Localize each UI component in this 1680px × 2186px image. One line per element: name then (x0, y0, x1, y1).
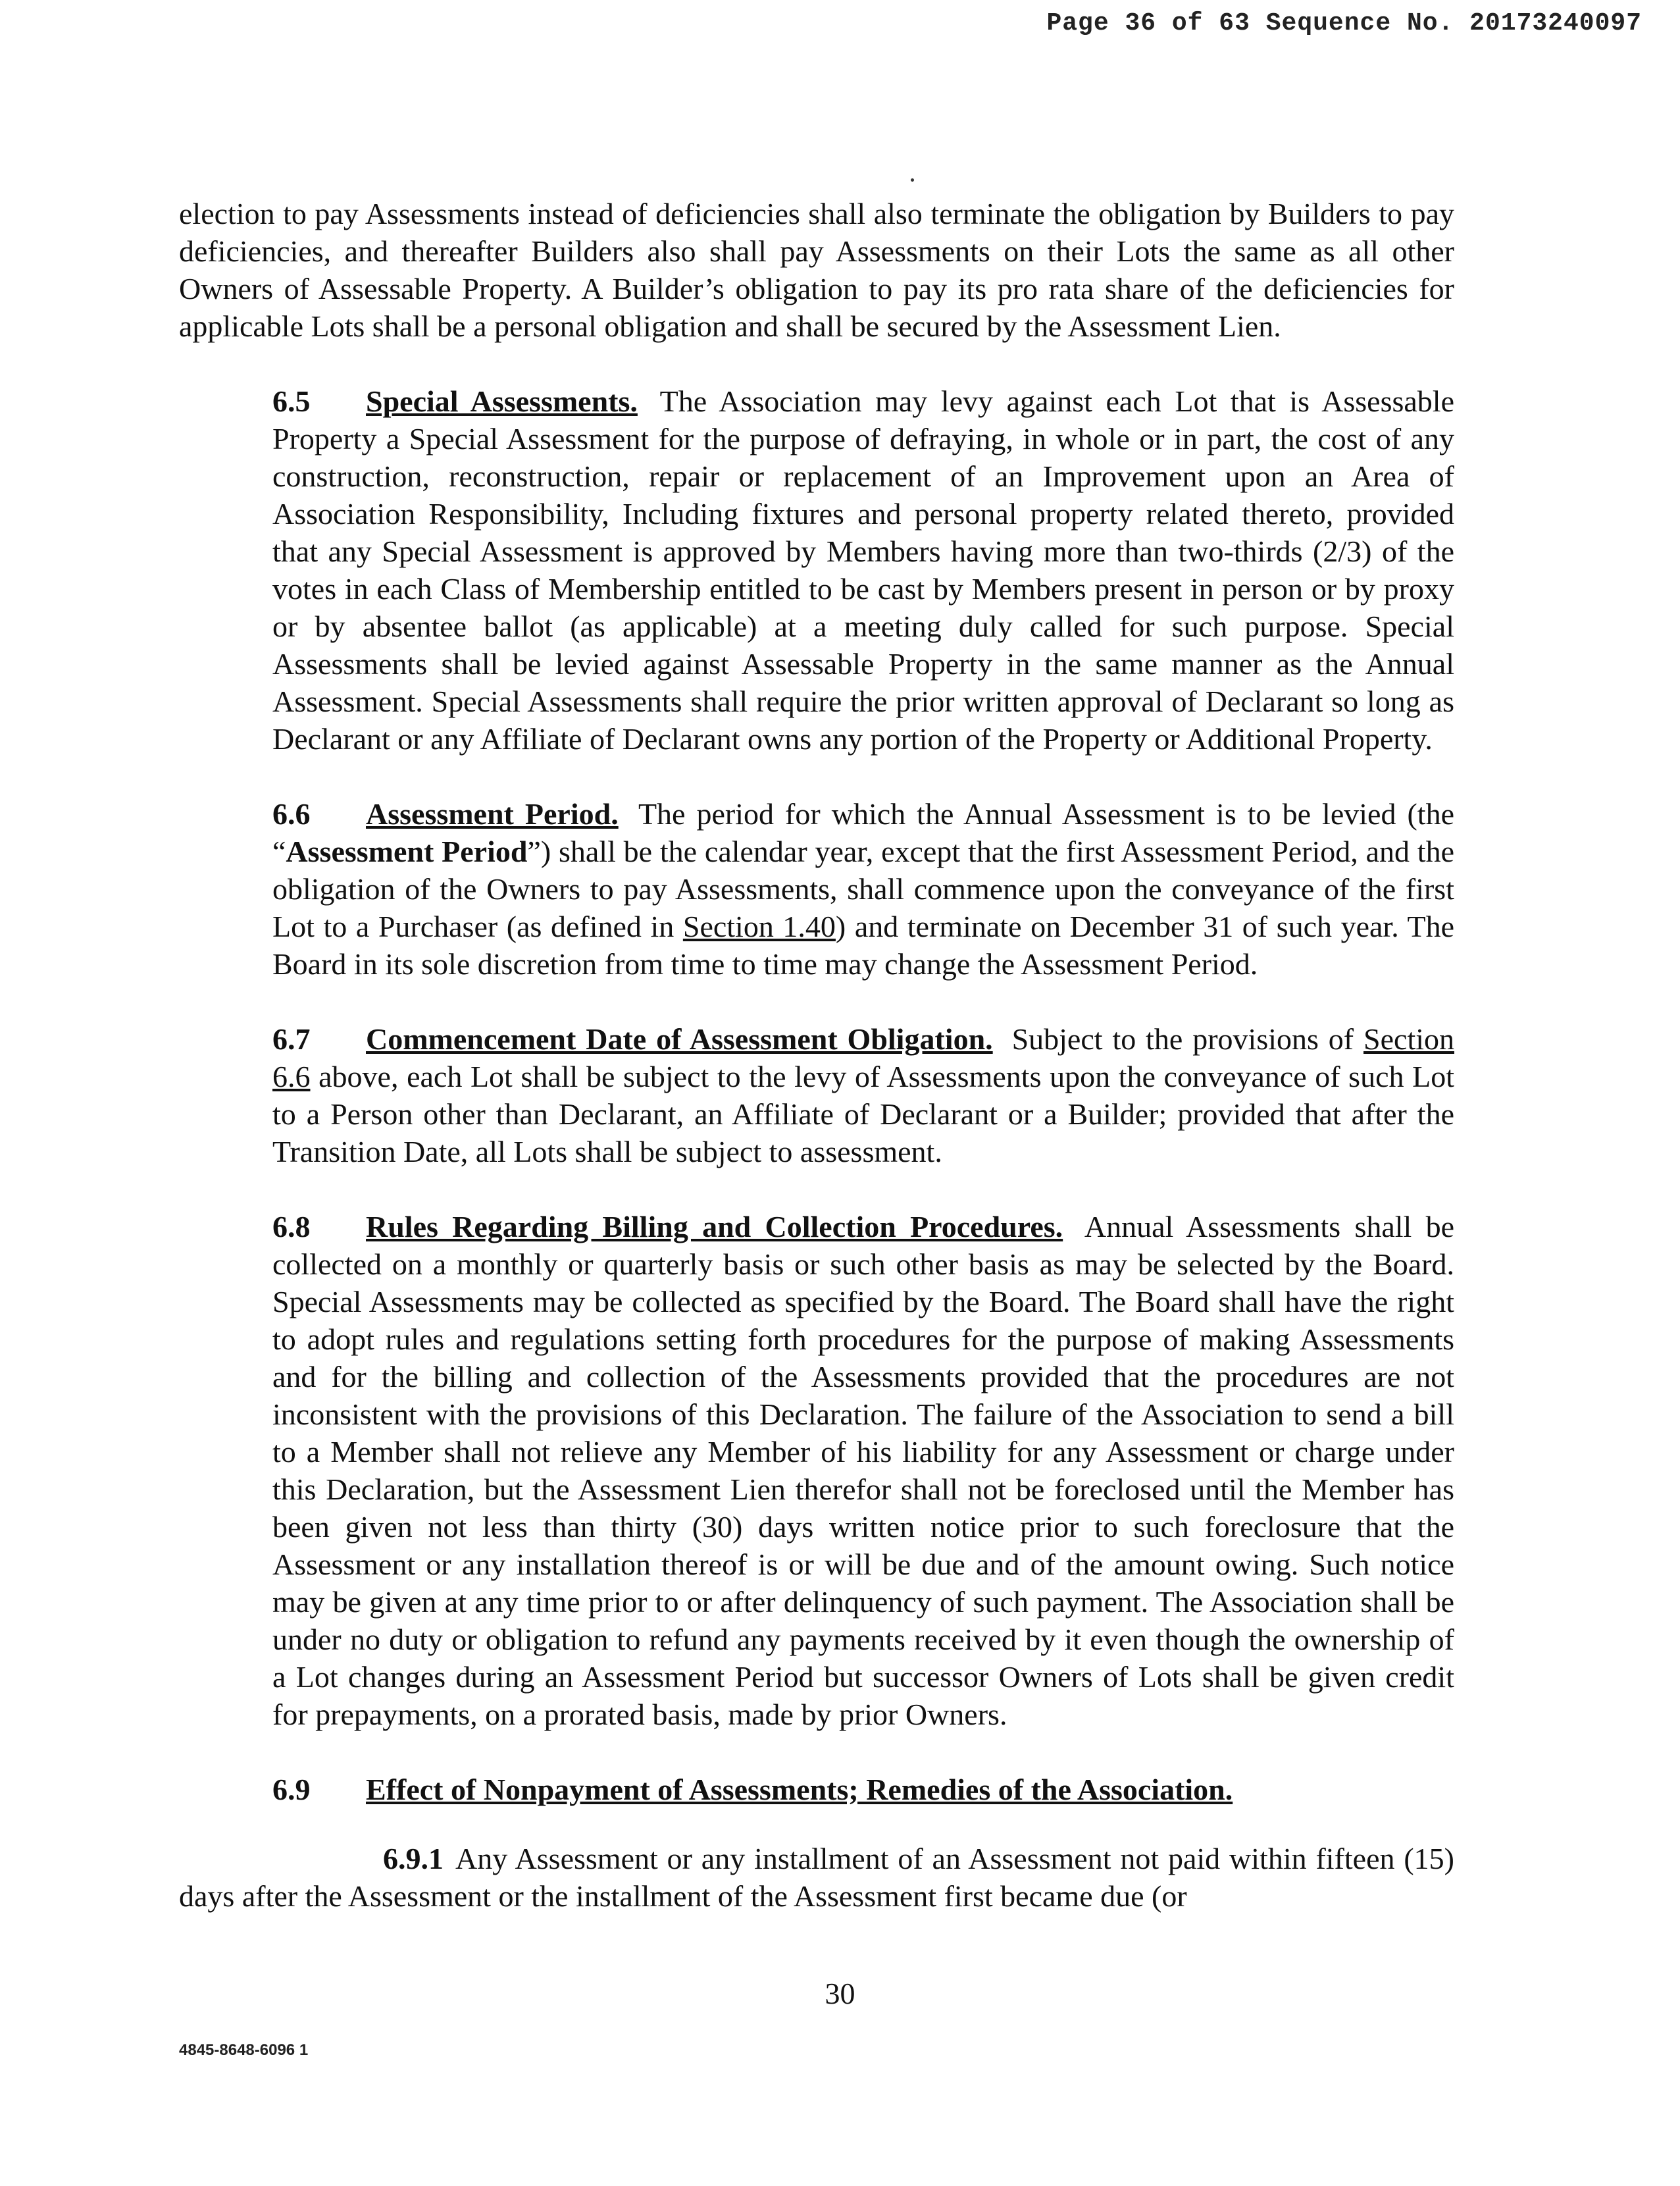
cross-reference-link[interactable]: Section 1.40 (682, 910, 836, 943)
cross-reference-link[interactable]: Section 6.6 (272, 1022, 1455, 1093)
section-6-5 (179, 382, 1454, 758)
section-6-8 (179, 1208, 1454, 1733)
page-number: 30 (825, 1977, 855, 2010)
section-number: 6.8 (272, 1210, 311, 1243)
section-text: above, each Lot shall be subject to the levy of Assessments upon the conveyance of such Lot to a Person other than Declarant, an Affiliate of Declarant or a Builder; provided that after the Transition Date, all Lots shall be subject to assessment. (272, 1060, 1454, 1168)
document-body (179, 195, 1454, 1915)
section-6-9 (179, 1771, 1454, 1808)
section-number: 6.7 (272, 1022, 311, 1056)
section-text: Any Assessment or any installment of an Assessment not paid within fifteen (15) days after the Assessment or the installment of the Assessment first became due (or (179, 1842, 1454, 1913)
section-heading: Assessment Period. (366, 797, 619, 831)
section-text: The period for which the Annual Assessment is to be levied (the “ (272, 797, 1454, 868)
intro-paragraph: election to pay Assessments instead of deficiencies shall also terminate the obligation by Builders to pay deficiencies, and thereafter Builders also shall pay Assessments on their Lots the same as all other Owners of Assessable Property. A Builder’s obligation to pay its pro rata share of the deficiencies for applicable Lots shall be a personal obligation and shall be secured by the Assessment Lien. (179, 197, 1454, 343)
section-number: 6.9 (272, 1773, 311, 1806)
section-text: The Association may levy against each Lot that is Assessable Property a Special Assessment for the purpose of defraying, in whole or in part, the cost of any construction, reconstruction, repair or replacement of an Improvement upon an Area of Association Responsibility, Including fixtures and personal property related thereto, provided that any Special Assessment is approved by Members having more than two-thirds (2/3) of the votes in each Class of Membership entitled to be cast by Members present in person or by proxy or by absentee ballot (as applicable) at a meeting duly called for such purpose. Special Assessments shall be levied against Assessable Property in the same manner as the Annual Assessment. Special Assessments shall require the prior written approval of Declarant so long as Declarant or any Affiliate of Declarant owns any portion of the Property or Additional Property. (272, 384, 1454, 756)
section-text: Annual Assessments shall be collected on a monthly or quarterly basis or such other basis as may be selected by the Board. Special Assessments may be collected as specified by the Board. The Board shall have the right to adopt rules and regulations setting forth procedures for the purpose of making Assessments and for the billing and collection of the Assessments provided that the procedures are not inconsistent with the provisions of this Declaration. The failure of the Association to send a bill to a Member shall not relieve any Member of his liability for any Assessment or charge under this Declaration, but the Assessment Lien therefor shall not be foreclosed until the Member has been given not less than thirty (30) days written notice prior to such foreclosure that the Assessment or any installation thereof is or will be due and of the amount owing. Such notice may be given at any time prior to or after delinquency of such payment. The Association shall be under no duty or obligation to refund any payments received by it even though the ownership of a Lot changes during an Assessment Period but successor Owners of Lots shall be given credit for prepayments, on a prorated basis, made by prior Owners. (272, 1210, 1454, 1731)
section-heading: Commencement Date of Assessment Obligation. (366, 1022, 993, 1056)
section-6-9-1 (179, 1840, 1454, 1915)
section-heading: Effect of Nonpayment of Assessments; Remedies of the Association. (366, 1773, 1233, 1806)
section-heading: Rules Regarding Billing and Collection Procedures. (366, 1210, 1063, 1243)
section-number: 6.5 (272, 384, 311, 418)
section-number: 6.6 (272, 797, 311, 831)
scan-speck (911, 178, 914, 182)
section-6-7 (179, 1020, 1454, 1170)
page-sequence-header: Page 36 of 63 Sequence No. 20173240097 (1046, 9, 1642, 38)
section-text: ”) shall be the calendar year, except that the first Assessment Period, and the obligation of the Owners to pay Assessments, shall commence upon the conveyance of the first Lot to a Purchaser (as defined in (272, 835, 1454, 943)
section-6-6 (179, 795, 1454, 983)
section-text: Subject to the provisions of (1011, 1022, 1364, 1056)
document-id: 4845-8648-6096 1 (179, 2041, 309, 2059)
section-text: ) and terminate on December 31 of such year. The Board in its sole discretion from time to time may change the Assessment Period. (272, 910, 1454, 981)
subsection-number: 6.9.1 (383, 1842, 444, 1875)
section-heading: Special Assessments. (366, 384, 638, 418)
defined-term: Assessment Period (286, 835, 528, 868)
